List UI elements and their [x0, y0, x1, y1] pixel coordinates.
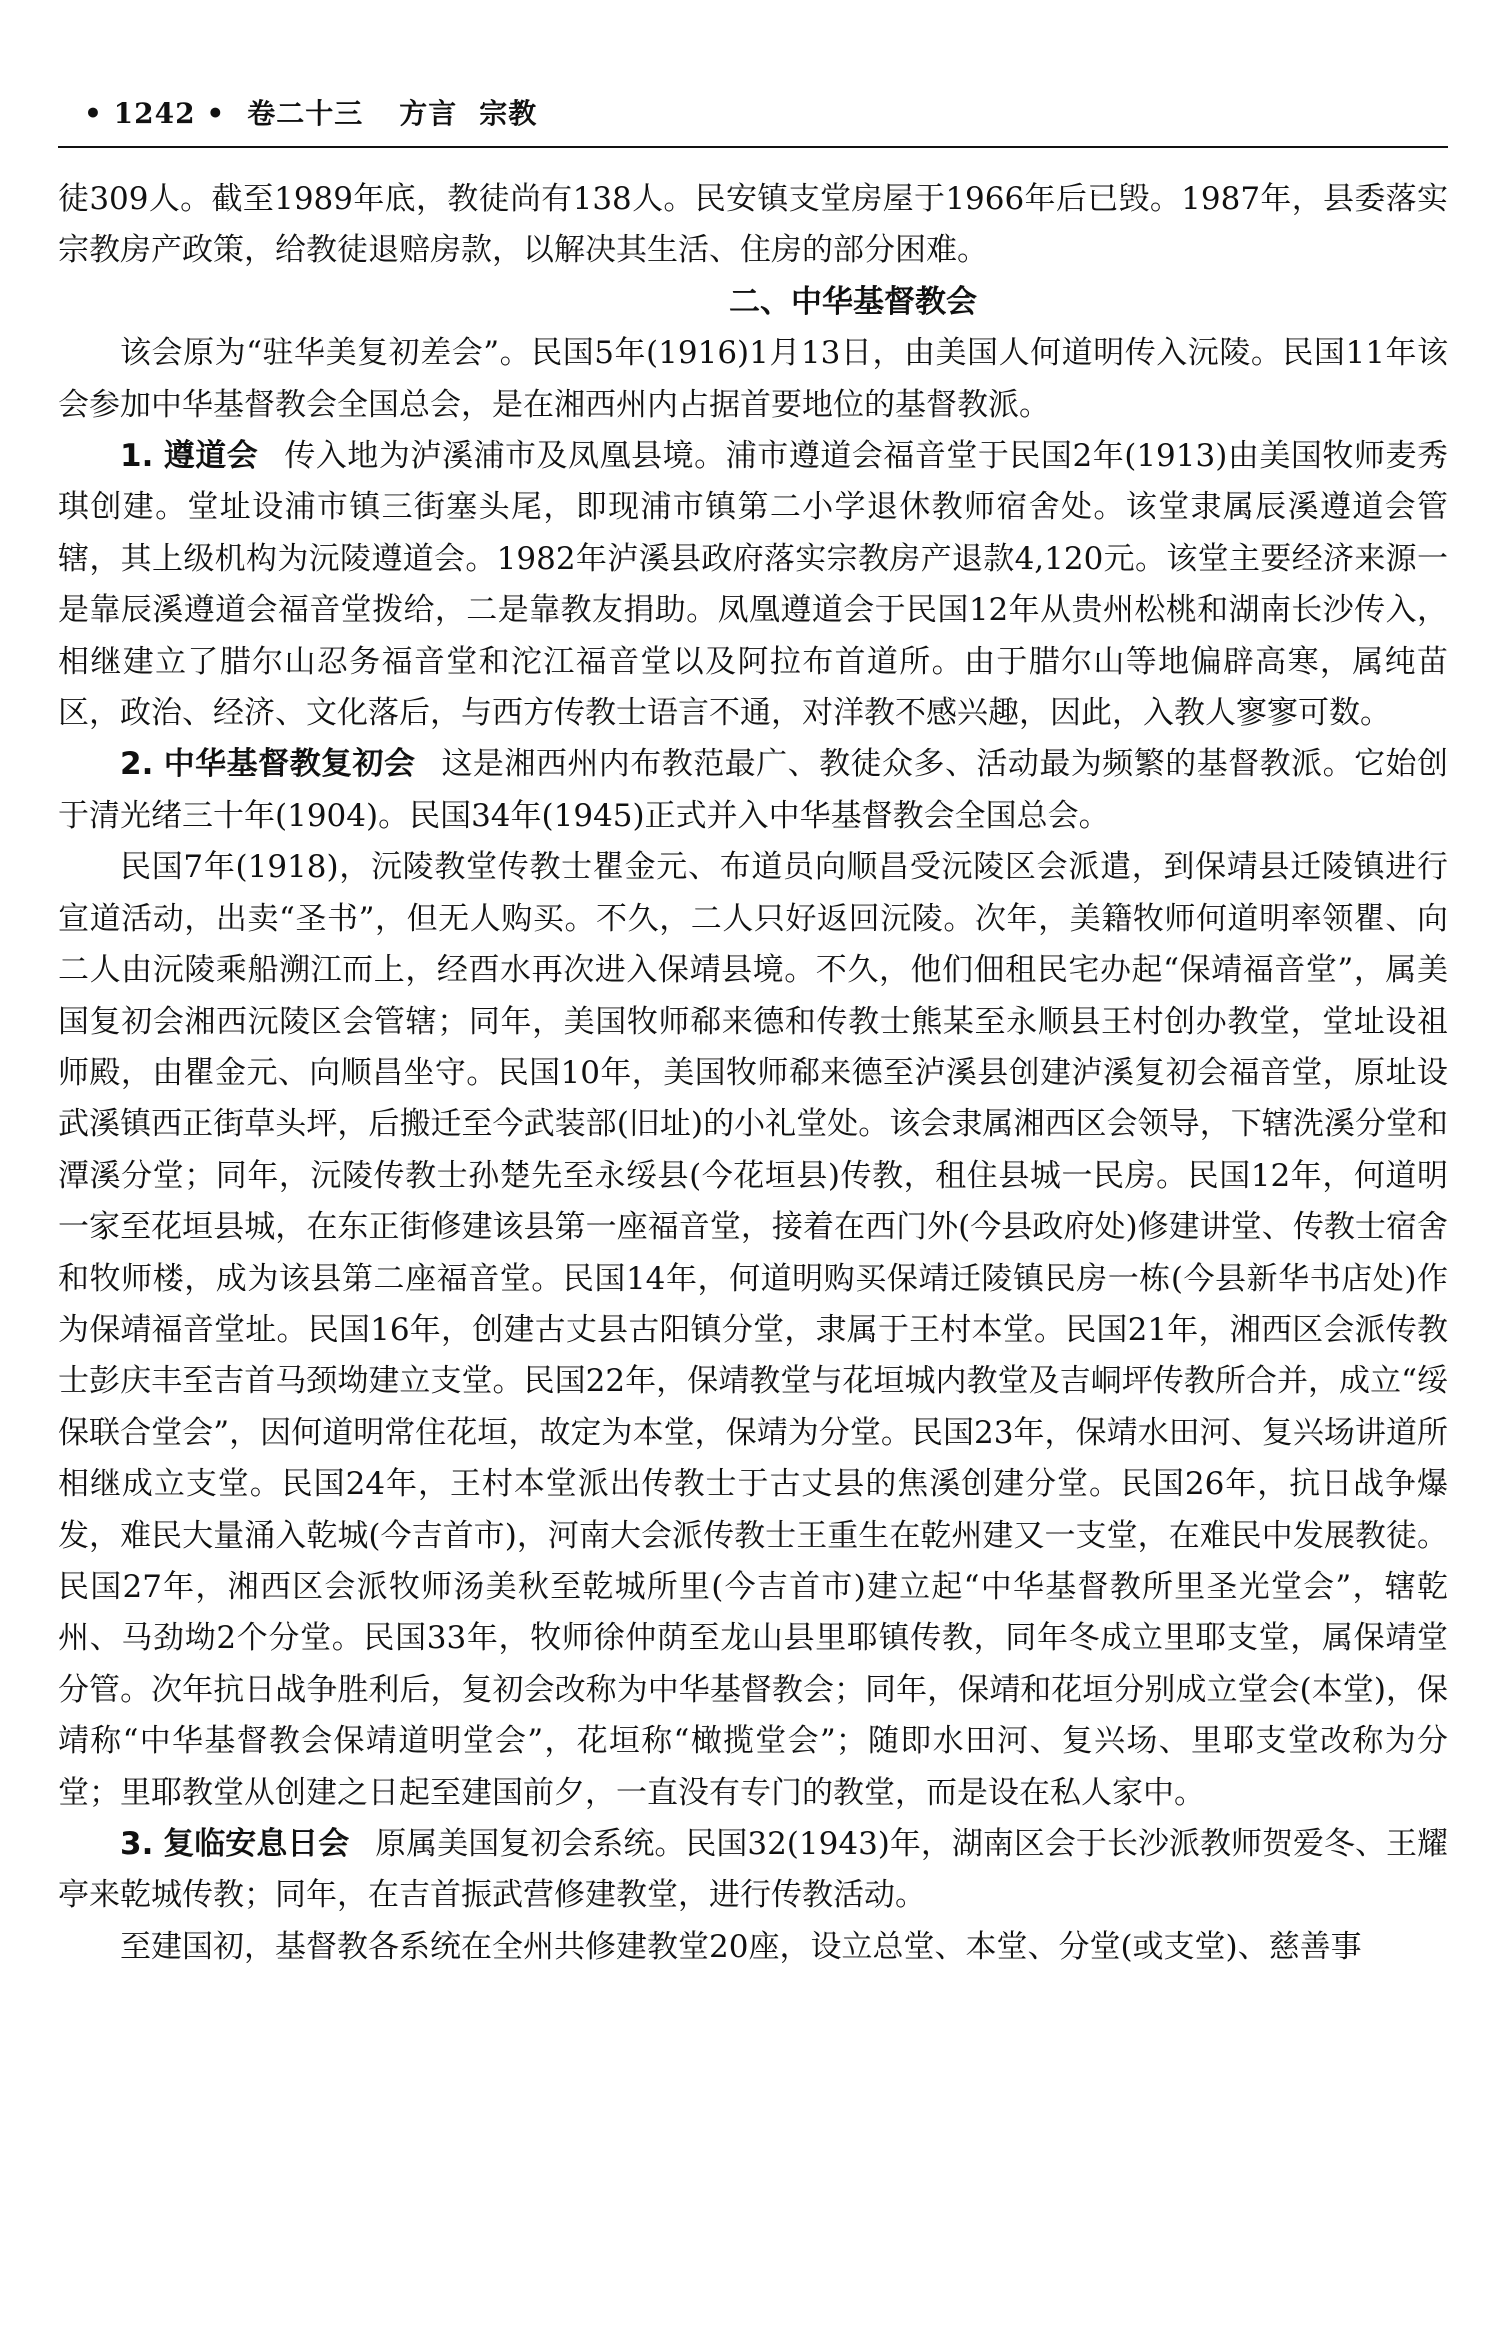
- page-number: • 1242 •: [84, 97, 226, 130]
- item-zundaohui: [58, 431, 1448, 739]
- running-header: [58, 92, 1448, 136]
- section-label: 方言: [399, 97, 458, 130]
- paragraph-history: 民国7年(1918)，沅陵教堂传教士瞿金元、布道员向顺昌受沅陵区会派遣，到保靖县迁陵镇进行宣道活动，出卖“圣书”，但无人购买。不久，二人只好返回沅陵。次年，美籍牧师何道明率领瞿、向二人由沅陵乘船溯江而上，经酉水再次进入保靖县境。不久，他们佃租民宅办起“保靖福音堂”，属美国复初会湘西沅陵区会管辖；同年，美国牧师郗来德和传教士熊某至永顺县王村创办教堂，堂址设祖师殿，由瞿金元、向顺昌坐守。民国10年，美国牧师郗来德至泸溪县创建泸溪复初会福音堂，原址设武溪镇西正街草头坪，后搬迁至今武装部(旧址)的小礼堂处。该会隶属湘西区会领导，下辖洗溪分堂和潭溪分堂；同年，沅陵传教士孙楚先至永绥县(今花垣县)传教，租住县城一民房。民国12年，何道明一家至花垣县城，在东正街修建该县第一座福音堂，接着在西门外(今县政府处)修建讲堂、传教士宿舍和牧师楼，成为该县第二座福音堂。民国14年，何道明购买保靖迁陵镇民房一栋(今县新华书店处)作为保靖福音堂址。民国16年，创建古丈县古阳镇分堂，隶属于王村本堂。民国21年，湘西区会派传教士彭庆丰至吉首马颈坳建立支堂。民国22年，保靖教堂与花垣城内教堂及吉峒坪传教所合并，成立“绥保联合堂会”，因何道明常住花垣，故定为本堂，保靖为分堂。民国23年，保靖水田河、复兴场讲道所相继成立支堂。民国24年，王村本堂派出传教士于古丈县的焦溪创建分堂。民国26年，抗日战争爆发，难民大量涌入乾城(今吉首市)，河南大会派传教士王重生在乾州建又一支堂，在难民中发展教徒。民国27年，湘西区会派牧师汤美秋至乾城所里(今吉首市)建立起“中华基督教所里圣光堂会”，辖乾州、马劲坳2个分堂。民国33年，牧师徐仲荫至龙山县里耶镇传教，同年冬成立里耶支堂，属保靖堂分管。次年抗日战争胜利后，复初会改称为中华基督教会；同年，保靖和花垣分别成立堂会(本堂)，保靖称“中华基督教会保靖道明堂会”，花垣称“橄揽堂会”；随即水田河、复兴场、里耶支堂改称为分堂；里耶教堂从创建之日起至建国前夕，一直没有专门的教堂，而是设在私人家中。: [58, 849, 1448, 1811]
- item-anxirihui: [58, 1819, 1448, 1922]
- item-number: 1.: [120, 438, 154, 475]
- item-title: 复临安息日会: [163, 1826, 350, 1862]
- item-text: 传入地为泸溪浦市及凤凰县境。浦市遵道会福音堂于民国2年(1913)由美国牧师麦秀琪创建。堂址设浦市镇三街塞头尾，即现浦市镇第二小学退休教师宿舍处。该堂隶属辰溪遵道会管辖，其上级机构为沅陵遵道会。1982年泸溪县政府落实宗教房产退款4,120元。该堂主要经济来源一是靠辰溪遵道会福音堂拨给，二是靠教友捐助。凤凰遵道会于民国12年从贵州松桃和湖南长沙传入，相继建立了腊尔山忍务福音堂和沱江福音堂以及阿拉布首道所。由于腊尔山等地偏辟高寒，属纯苗区，政治、经济、文化落后，与西方传教士语言不通，对洋教不感兴趣，因此，入教人寥寥可数。: [58, 438, 1448, 732]
- header-rule: [58, 146, 1448, 148]
- item-number: 3.: [120, 1826, 154, 1862]
- item-text: 原属美国复初会系统。民国32(1943)年，湖南区会于长沙派教师贺爱冬、王耀亭来乾城传教；同年，在吉首振武营修建教堂，进行传教活动。: [58, 1826, 1449, 1914]
- item-title: 中华基督教复初会: [163, 746, 416, 783]
- paragraph-summary: 至建国初，基督教各系统在全州共修建教堂20座，设立总堂、本堂、分堂(或支堂)、慈善事: [120, 1928, 1362, 1965]
- paragraph-intro: 该会原为“驻华美复初差会”。民国5年(1916)1月13日，由美国人何道明传入沅陵。民国11年该会参加中华基督教会全国总会，是在湘西州内占据首要地位的基督教派。: [58, 335, 1448, 423]
- body-text: [58, 174, 1448, 1973]
- section-heading: 二、中华基督教会: [729, 283, 977, 320]
- document-page: [58, 92, 1448, 1973]
- item-text: 这是湘西州内布教范最广、教徒众多、活动最为频繁的基督教派。它始创于清光绪三十年(1904)。民国34年(1945)正式并入中华基督教会全国总会。: [58, 746, 1449, 834]
- item-fuchuhui: [58, 739, 1448, 842]
- item-title: 遵道会: [163, 438, 259, 475]
- item-number: 2.: [120, 746, 154, 783]
- subsection-label: 宗教: [479, 97, 538, 130]
- volume-label: 卷二十三: [247, 97, 364, 130]
- paragraph-continued: 徒309人。截至1989年底，教徒尚有138人。民安镇支堂房屋于1966年后已毁。1987年，县委落实宗教房产政策，给教徒退赔房款，以解决其生活、住房的部分困难。: [58, 181, 1448, 269]
